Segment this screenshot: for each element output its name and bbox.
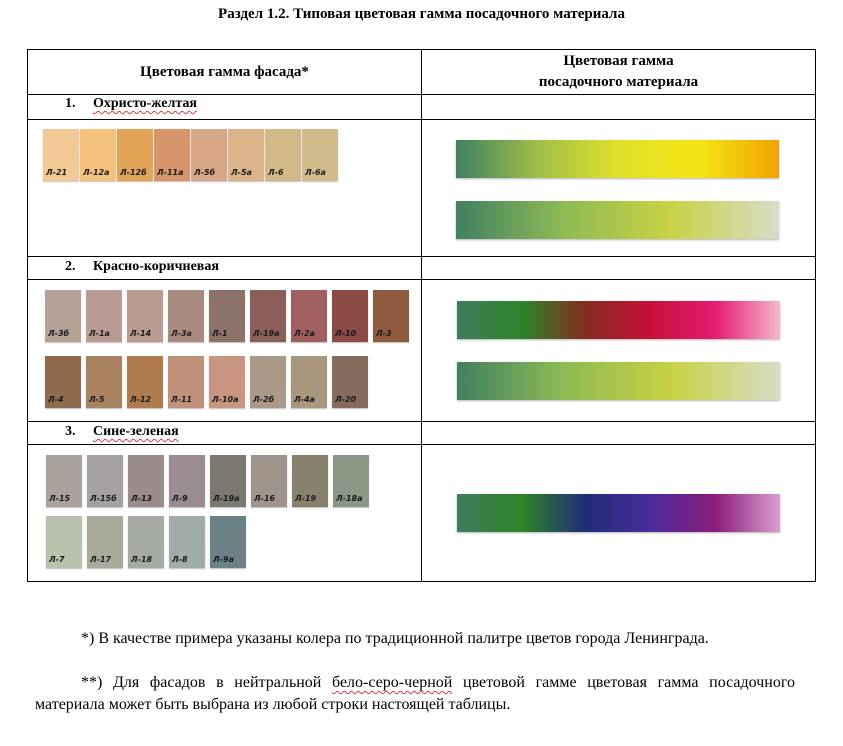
- color-swatch: [169, 455, 205, 507]
- footnote-1: [35, 628, 795, 650]
- color-swatch: [291, 290, 327, 342]
- swatch-label: Л-19а: [253, 329, 280, 338]
- swatch-label: Л-20: [335, 395, 357, 404]
- color-swatch: [250, 290, 286, 342]
- swatch-label: Л-12б: [120, 168, 147, 177]
- table-header-divider: [27, 94, 816, 95]
- planting-gradient-bar: [457, 494, 780, 532]
- color-swatch: [210, 455, 246, 507]
- table-column-divider: [421, 49, 422, 582]
- color-swatch: [210, 516, 246, 568]
- swatch-label: Л-2а: [294, 329, 315, 338]
- color-swatch: [86, 290, 122, 342]
- swatch-label: Л-12а: [83, 168, 110, 177]
- swatch-label: Л-13: [131, 494, 153, 503]
- section3-top-divider: [27, 421, 816, 422]
- swatch-label: Л-9а: [213, 555, 234, 564]
- header-planting-line2: посадочного материала: [538, 74, 699, 90]
- swatch-label: Л-2б: [253, 395, 275, 404]
- header-facade-text: Цветовая гамма фасада*: [140, 64, 309, 80]
- header-facade-colors: [28, 50, 421, 94]
- section-name: Охристо-желтая: [93, 96, 197, 111]
- section-title-2: [65, 259, 219, 275]
- planting-gradient-bar: [456, 140, 779, 178]
- section-name: Сине-зеленая: [93, 424, 179, 439]
- swatch-label: Л-4а: [294, 395, 315, 404]
- section1-title-divider: [27, 119, 816, 120]
- footnote-2: [35, 672, 795, 716]
- swatch-label: Л-5: [89, 395, 105, 404]
- color-swatch: [45, 356, 81, 408]
- swatch-label: Л-16: [254, 494, 276, 503]
- swatch-label: Л-10: [335, 329, 357, 338]
- section-number: 2.: [65, 259, 76, 274]
- color-swatch: [333, 455, 369, 507]
- swatch-label: Л-19: [295, 494, 317, 503]
- swatch-label: Л-19а: [213, 494, 240, 503]
- color-swatch: [250, 356, 286, 408]
- swatch-label: Л-10а: [212, 395, 239, 404]
- color-swatch: [87, 455, 123, 507]
- planting-gradient-bar: [456, 201, 779, 239]
- color-swatch: [46, 455, 82, 507]
- section-name: Красно-коричневая: [93, 259, 219, 274]
- color-swatch: [128, 455, 164, 507]
- swatch-label: Л-15б: [90, 494, 117, 503]
- swatch-label: Л-14: [130, 329, 152, 338]
- section-title-3: [65, 424, 179, 440]
- swatch-label: Л-18а: [336, 494, 363, 503]
- color-swatch: [169, 516, 205, 568]
- color-swatch: [80, 129, 116, 181]
- color-swatch: [127, 290, 163, 342]
- header-planting-colors: [422, 51, 815, 93]
- planting-gradient-bar: [457, 362, 780, 400]
- planting-gradient-bar: [457, 301, 780, 339]
- color-swatch: [228, 129, 264, 181]
- footnote-2-after: цветовой гамме цветовая гамма посадочного материала может быть выбрана из любой строки настоящей таблицы.: [35, 674, 796, 713]
- color-swatch: [302, 129, 338, 181]
- color-swatch: [87, 516, 123, 568]
- color-swatch: [46, 516, 82, 568]
- color-swatch: [127, 356, 163, 408]
- color-swatch: [154, 129, 190, 181]
- swatch-label: Л-21: [46, 168, 68, 177]
- swatch-label: Л-7: [49, 555, 65, 564]
- swatch-label: Л-17: [90, 555, 112, 564]
- footnote-2-before: **) Для фасадов в нейтральной: [81, 674, 333, 691]
- color-swatch: [128, 516, 164, 568]
- color-swatch: [168, 290, 204, 342]
- footnote-2-underlined: бело-серо-черной: [332, 674, 453, 691]
- footnote-1-text: *) В качестве примера указаны колера по традиционной палитре цветов города Ленинграда.: [81, 630, 709, 647]
- section-number: 3.: [65, 424, 76, 439]
- swatch-label: Л-3б: [48, 329, 70, 338]
- color-swatch: [43, 129, 79, 181]
- swatch-label: Л-11а: [157, 168, 184, 177]
- swatch-label: Л-5б: [194, 168, 216, 177]
- color-swatch: [191, 129, 227, 181]
- color-swatch: [86, 356, 122, 408]
- color-swatch: [291, 356, 327, 408]
- swatch-label: Л-15: [49, 494, 71, 503]
- section2-top-divider: [27, 256, 816, 257]
- swatch-label: Л-1а: [89, 329, 110, 338]
- swatch-label: Л-9: [172, 494, 188, 503]
- section3-title-divider: [27, 444, 816, 445]
- swatch-label: Л-5а: [231, 168, 252, 177]
- swatch-label: Л-8: [172, 555, 188, 564]
- header-planting-line1: Цветовая гамма: [563, 53, 674, 69]
- color-swatch: [332, 356, 368, 408]
- color-swatch: [251, 455, 287, 507]
- swatch-label: Л-12: [130, 395, 152, 404]
- color-swatch: [168, 356, 204, 408]
- swatch-label: Л-1: [212, 329, 228, 338]
- swatch-label: Л-18: [131, 555, 153, 564]
- section-title-1: [65, 96, 197, 112]
- color-swatch: [332, 290, 368, 342]
- color-swatch: [373, 290, 409, 342]
- color-swatch: [292, 455, 328, 507]
- color-swatch: [265, 129, 301, 181]
- color-swatch: [209, 356, 245, 408]
- section2-title-divider: [27, 279, 816, 280]
- swatch-label: Л-4: [48, 395, 64, 404]
- swatch-label: Л-3: [376, 329, 392, 338]
- document-title: Раздел 1.2. Типовая цветовая гамма посадочного материала: [218, 6, 625, 22]
- swatch-label: Л-11: [171, 395, 193, 404]
- color-swatch: [117, 129, 153, 181]
- color-swatch: [45, 290, 81, 342]
- swatch-label: Л-6: [268, 168, 284, 177]
- color-swatch: [209, 290, 245, 342]
- section-number: 1.: [65, 96, 76, 111]
- swatch-label: Л-3а: [171, 329, 192, 338]
- swatch-label: Л-6а: [305, 168, 326, 177]
